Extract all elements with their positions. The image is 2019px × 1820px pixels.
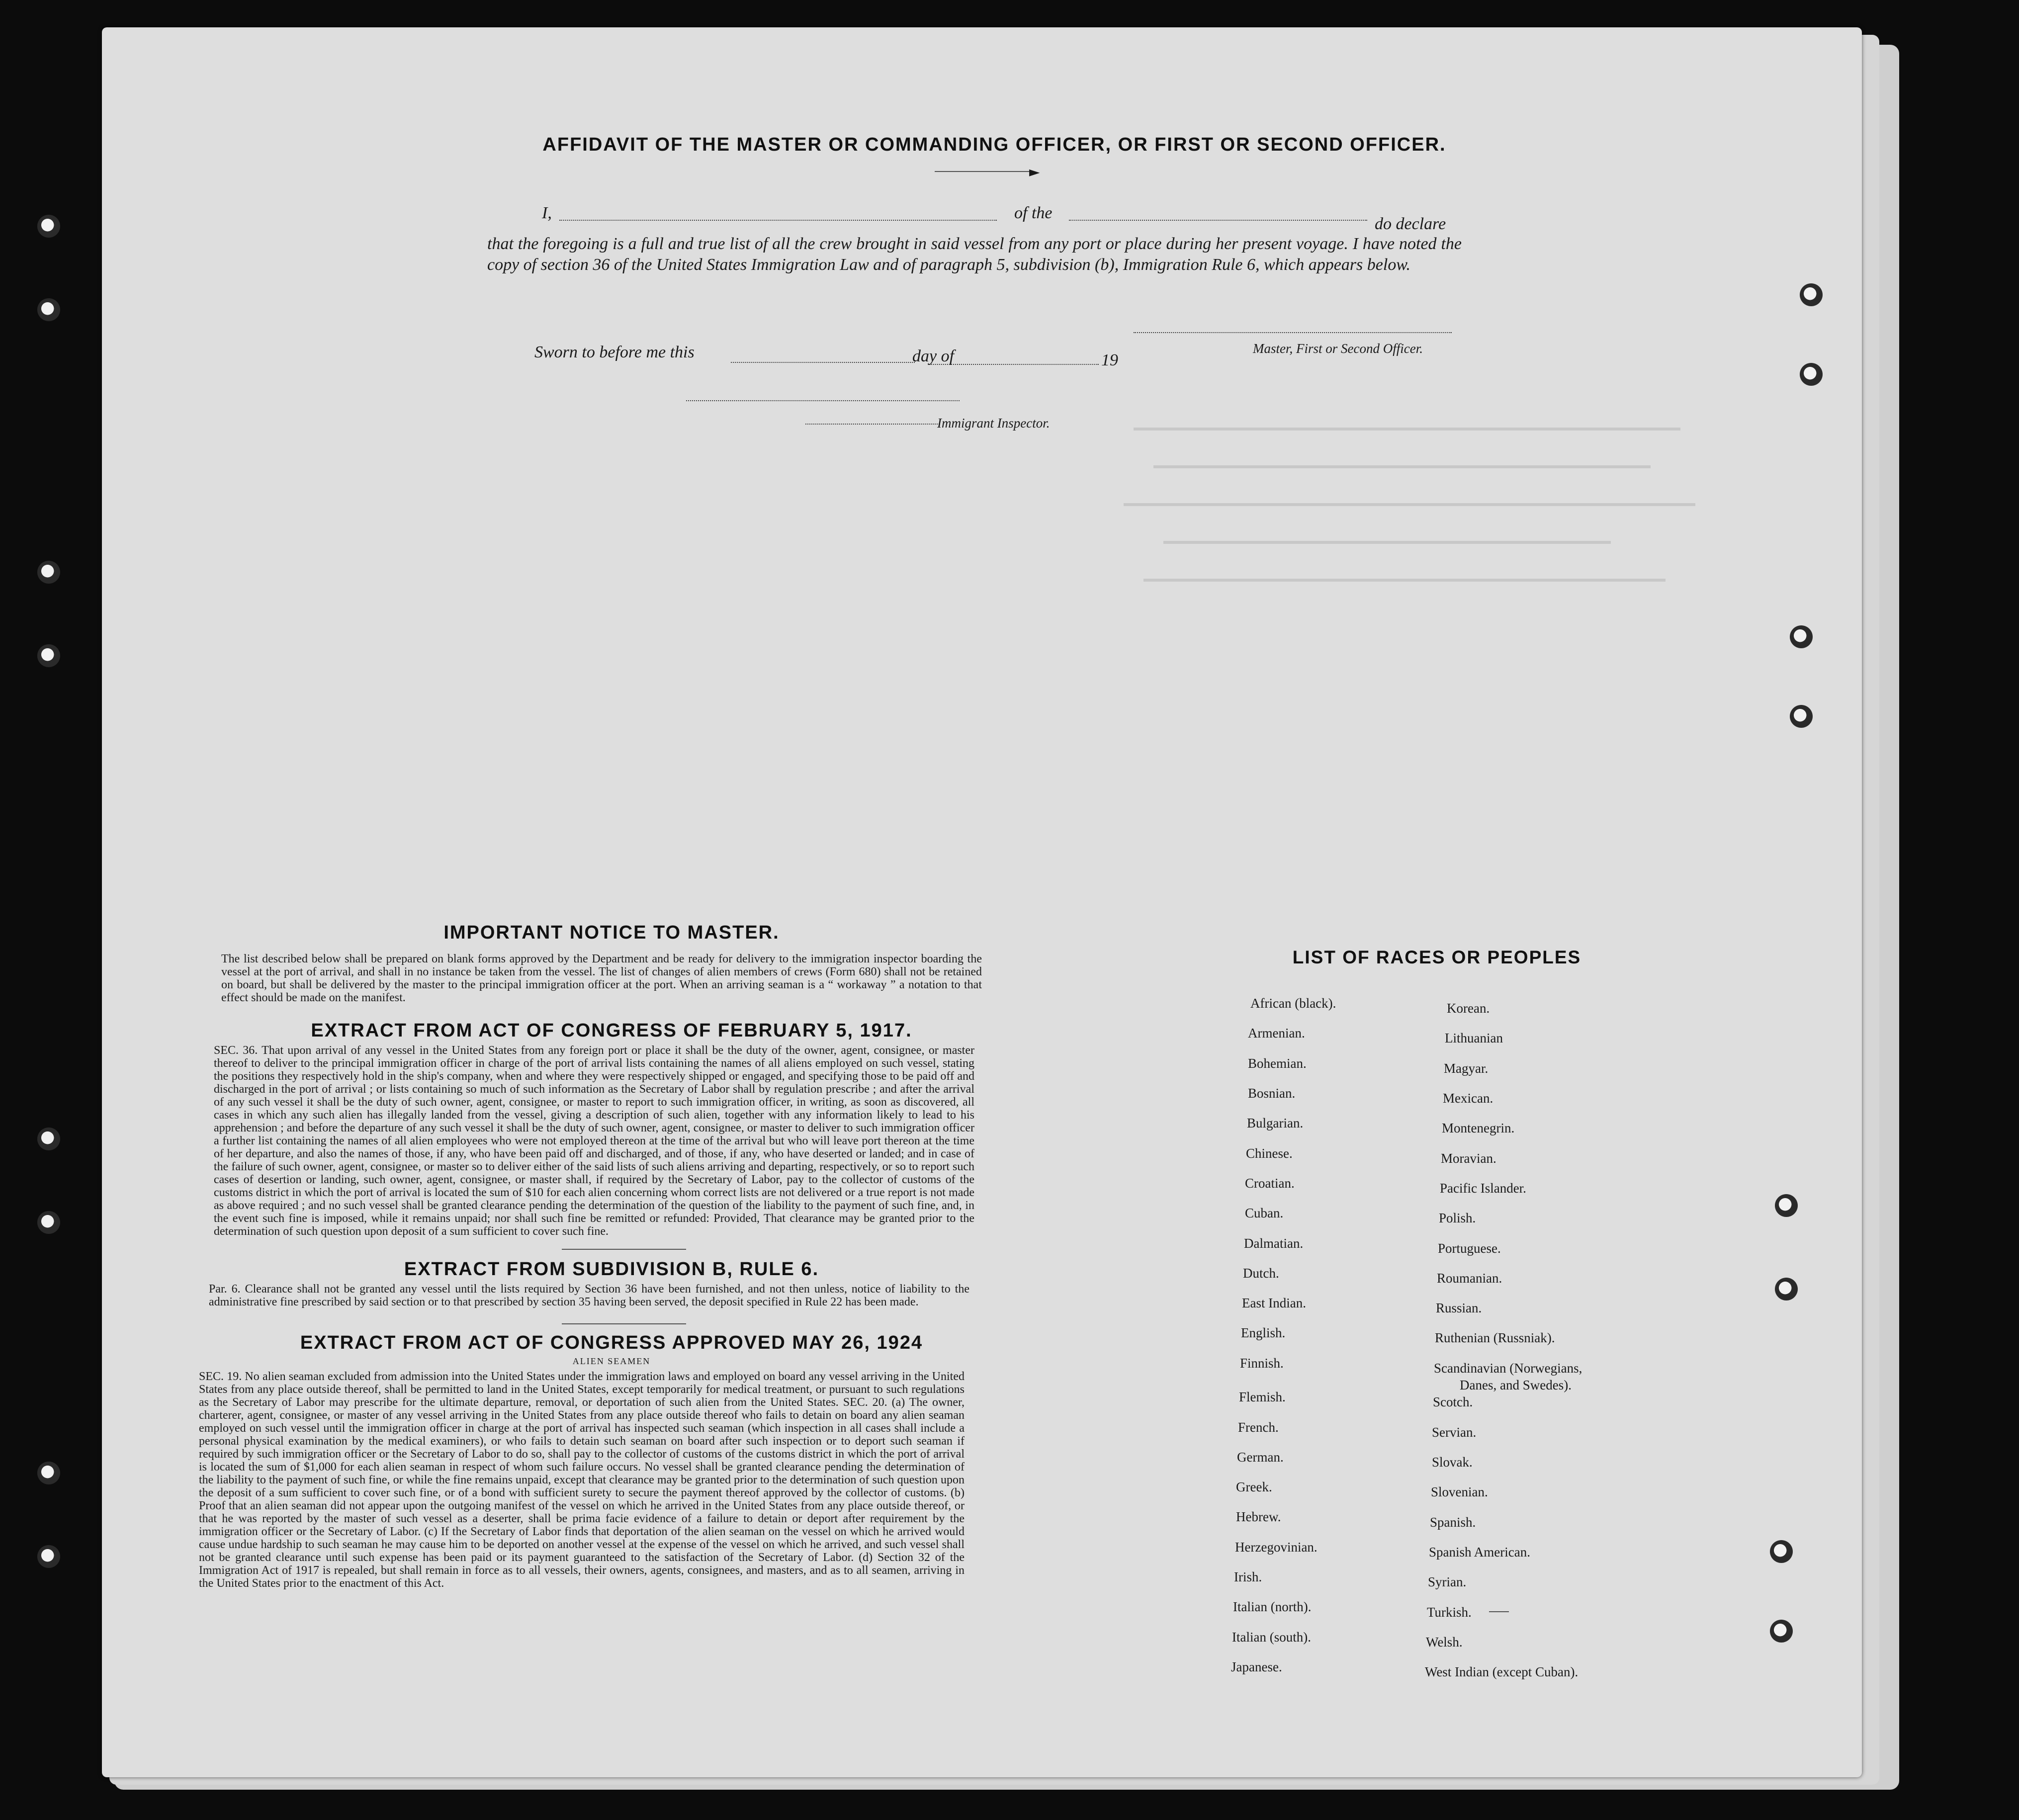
race-item: Roumanian. bbox=[1437, 1271, 1502, 1286]
races-title: LIST OF RACES OR PEOPLES bbox=[1292, 947, 1581, 967]
binder-hole bbox=[37, 644, 60, 667]
binder-hole bbox=[1770, 1620, 1793, 1643]
extract-1917-text: SEC. 36. That upon arrival of any vessel in the United States from any foreign port or place it shall be the duty of the owner, agent, consignee, or master thereof to deliver to the principal immigration officer in charge of the port of arrival lists containing the names of all aliens employed on such vessel, stating the positions they respectively hold in the ship's company, when and where they were respectively shipped or engaged, and specifying those to be paid off and discharged in the port of arrival ; or lists containing so much of such information as the Secretary of Labor shall by regulation prescribe ; and after the arrival of any such vessel it shall be the duty of such owner, agent, consignee, or master to report to such immigration officer, in writing, as soon as discovered, all cases in which any such alien has illegally landed from the vessel, giving a description of such alien, together with any information likely to lead to his apprehension ; and before the departure of any such vessel it shall be the duty of such owner, agent, consignee, or master to deliver to such immigration officer a further list containing the names of all alien employees who were not employed thereon at the time of the arrival but who will leave port thereon at the time of her departure, and also the names of those, if any, who have been paid off and discharged, and of those, if any, who have deserted or landed; and in case of the failure of such owner, agent, consignee, or master so to deliver either of the said lists of such aliens arriving and departing, respectively, or so to report such cases of desertion or landing, such owner, agent, consignee, or master shall, if required by the Secretary of Labor, pay to the collector of customs of the customs district in which the port of arrival is located the sum of $10 for each alien concerning whom correct lists are not delivered or a true report is not made as above required ; and no such vessel shall be granted clearance pending the determination of the question of the liability to the payment of such fine, and, in the event such fine is imposed, while it remains unpaid; nor shall such fine be remitted or refunded: Provided, That clearance may be granted prior to the determination of such question upon deposit of a sum sufficient to cover such fine. bbox=[214, 1044, 974, 1238]
race-item: Slovak. bbox=[1432, 1455, 1473, 1470]
name-blank[interactable] bbox=[559, 220, 997, 221]
affidavit-i: I, bbox=[542, 204, 552, 222]
race-item: Scandinavian (Norwegians, bbox=[1434, 1361, 1582, 1376]
race-item: French. bbox=[1238, 1420, 1279, 1435]
race-item: Lithuanian bbox=[1445, 1031, 1503, 1045]
vessel-blank[interactable] bbox=[1069, 220, 1367, 221]
binder-hole bbox=[37, 1211, 60, 1234]
race-item: Syrian. bbox=[1428, 1574, 1467, 1589]
arrow-line bbox=[935, 171, 1034, 172]
binder-hole bbox=[1775, 1278, 1798, 1300]
race-item: English. bbox=[1241, 1325, 1286, 1340]
race-item: Montenegrin. bbox=[1442, 1121, 1515, 1135]
race-item: Spanish. bbox=[1430, 1515, 1476, 1530]
binder-hole bbox=[1790, 625, 1813, 648]
race-item: Irish. bbox=[1234, 1569, 1262, 1584]
inspector-caption: Immigrant Inspector. bbox=[937, 416, 1050, 431]
extract-1924-text: SEC. 19. No alien seaman excluded from admission into the United States under the immigration laws and employed on board any vessel arriving in the United States from any place outside thereof, shall be permitted to land in the United States, except temporarily for medical treatment, or pursuant to such regulations as the Secretary of Labor may prescribe for the ultimate departure, removal, or deportation of such alien from the United States. SEC. 20. (a) The owner, charterer, agent, consignee, or master of any vessel arriving in the United States from any place outside thereof who fails to detain on board any alien seaman employed on such vessel until the immigration officer in charge at the port of arrival has inspected such seaman (which inspection in all cases shall include a personal physical examination by the medical examiners), or who fails to detain such seaman on board after such inspection or to deport such seaman if required by such immigration officer or the Secretary of Labor to do so, shall pay to the collector of customs of the customs district in which the port of arrival is located the sum of $1,000 for each alien seaman in respect of whom such failure occurs. No vessel shall be granted clearance pending the determination of the liability to the payment of such fine, or while the fine remains unpaid, except that clearance may be granted prior to the determination of such question upon the deposit of a sum sufficient to cover such fine, or of a bond with sufficient surety to secure the payment thereof approved by the collector of customs. (b) Proof that an alien seaman did not appear upon the outgoing manifest of the vessel on which he arrived in the United States from any place outside thereof, or that he was reported by the master of such vessel as a deserter, shall be prima facie evidence of a failure to detain or deport after requirement by the immigration officer or the Secretary of Labor. (c) If the Secretary of Labor finds that deportation of the alien seaman on the vessel on which he arrived would cause undue hardship to such seaman he may cause him to be deported on another vessel at the expense of the vessel on which he arrived, and such vessel shall not be granted clearance until such expense has been paid or its payment guaranteed to the satisfaction of the Secretary of Labor. (d) Section 32 of the Immigration Act of 1917 is repealed, but shall remain in force as to all vessels, their owners, agents, consignees, and masters, and as to all seamen, arriving in the United States prior to the enactment of this Act. bbox=[199, 1370, 965, 1590]
binder-hole bbox=[1790, 705, 1813, 728]
extract-rule6-text: Par. 6. Clearance shall not be granted any vessel until the lists required by Section 36 have been furnished, and not then unless, notice of liability to the administrative fine prescribed by said section or to that prescribed by section 35 having been served, the deposit specified in Rule 22 has been made. bbox=[209, 1283, 969, 1308]
arrow-icon: ► bbox=[1029, 164, 1040, 180]
binder-hole bbox=[1800, 283, 1823, 306]
show-through-ink bbox=[1094, 408, 1740, 686]
sworn-month-blank[interactable] bbox=[930, 364, 1099, 365]
binder-hole bbox=[37, 298, 60, 321]
race-item: Armenian. bbox=[1248, 1026, 1305, 1040]
race-item: Magyar. bbox=[1444, 1061, 1489, 1076]
race-item: East Indian. bbox=[1242, 1296, 1306, 1310]
race-item: Korean. bbox=[1447, 1001, 1490, 1016]
extract-rule6-title: EXTRACT FROM SUBDIVISION B, RULE 6. bbox=[404, 1259, 819, 1280]
turkish-dash bbox=[1489, 1611, 1509, 1612]
inspector-blank-upper[interactable] bbox=[686, 400, 960, 401]
race-item: Italian (south). bbox=[1232, 1630, 1311, 1645]
binder-hole bbox=[1770, 1540, 1793, 1563]
race-item: Herzegovinian. bbox=[1235, 1540, 1317, 1555]
binder-hole bbox=[37, 1127, 60, 1150]
binder-hole bbox=[1775, 1194, 1798, 1217]
race-item: West Indian (except Cuban). bbox=[1425, 1664, 1579, 1679]
race-item: Russian. bbox=[1436, 1300, 1482, 1315]
race-item: Pacific Islander. bbox=[1440, 1181, 1526, 1196]
race-item: Italian (north). bbox=[1233, 1599, 1312, 1614]
race-item: Hebrew. bbox=[1236, 1509, 1281, 1524]
affidavit-body: that the foregoing is a full and true list of all the crew brought in said vessel from any port or place during her present voyage. I have noted the copy of section 36 of the United States Immigration Law and of paragraph 5, subdivision (b), Immigration Rule 6, which appears below. bbox=[487, 235, 1462, 274]
race-item: Finnish. bbox=[1240, 1356, 1284, 1371]
inspector-blank[interactable] bbox=[805, 424, 940, 425]
race-item: Slovenian. bbox=[1431, 1484, 1488, 1499]
race-item: Flemish. bbox=[1239, 1389, 1286, 1404]
race-item: Scotch. bbox=[1433, 1394, 1473, 1409]
race-item: Servian. bbox=[1432, 1425, 1477, 1440]
binder-hole bbox=[37, 1545, 60, 1568]
extract-1924-title: EXTRACT FROM ACT OF CONGRESS APPROVED MAY 26, 1924 bbox=[300, 1332, 923, 1353]
affidavit-title: AFFIDAVIT OF THE MASTER OR COMMANDING OFFICER, OR FIRST OR SECOND OFFICER. bbox=[542, 134, 1446, 155]
master-caption: Master, First or Second Officer. bbox=[1253, 341, 1423, 356]
binder-hole bbox=[37, 561, 60, 584]
year-label: 19 bbox=[1101, 351, 1118, 369]
race-item: Bosnian. bbox=[1248, 1086, 1296, 1101]
binder-hole bbox=[37, 215, 60, 238]
race-item: Spanish American. bbox=[1429, 1545, 1530, 1560]
affidavit-of-the: of the bbox=[1014, 204, 1053, 222]
race-item: Dutch. bbox=[1243, 1266, 1279, 1281]
race-item: Turkish. bbox=[1427, 1605, 1472, 1620]
binder-hole bbox=[1800, 363, 1823, 386]
affidavit-declare: do declare bbox=[1375, 215, 1446, 233]
signature-blank[interactable] bbox=[1134, 332, 1452, 333]
race-item: Welsh. bbox=[1426, 1635, 1463, 1649]
race-item: Mexican. bbox=[1443, 1091, 1493, 1106]
day-of-label: day of bbox=[912, 347, 955, 365]
race-item: Chinese. bbox=[1246, 1146, 1293, 1161]
race-item: Ruthenian (Russniak). bbox=[1435, 1330, 1555, 1345]
binder-hole bbox=[37, 1462, 60, 1484]
race-item: Dalmatian. bbox=[1244, 1236, 1304, 1251]
race-item: Croatian. bbox=[1245, 1176, 1295, 1191]
sworn-label: Sworn to before me this bbox=[534, 343, 695, 361]
race-item: German. bbox=[1237, 1450, 1284, 1465]
notice-title: IMPORTANT NOTICE TO MASTER. bbox=[443, 922, 780, 943]
race-item: Bulgarian. bbox=[1247, 1116, 1304, 1130]
race-item: Portuguese. bbox=[1438, 1241, 1501, 1256]
notice-text: The list described below shall be prepared on blank forms approved by the Department and be ready for delivery to the immigration inspector boarding the vessel at the port of arrival, and shall in no instance be taken from the vessel. The list of changes of alien members of crews (Form 680) shall not be retained on board, but shall be delivered by the master to the principal immigration officer at the port. When an arriving seaman is a “ workaway ” a notation to that effect should be made on the manifest. bbox=[221, 953, 982, 1004]
race-item: Bohemian. bbox=[1248, 1056, 1307, 1071]
race-item: Greek. bbox=[1236, 1479, 1272, 1494]
extract-1917-title: EXTRACT FROM ACT OF CONGRESS OF FEBRUARY 5, 1917. bbox=[311, 1020, 912, 1041]
race-item: Polish. bbox=[1439, 1211, 1476, 1225]
race-item: Danes, and Swedes). bbox=[1460, 1378, 1572, 1392]
section-divider bbox=[562, 1323, 686, 1324]
section-divider bbox=[562, 1249, 686, 1250]
race-item: Cuban. bbox=[1245, 1206, 1284, 1220]
race-item: African (black). bbox=[1250, 996, 1336, 1011]
race-item: Japanese. bbox=[1231, 1659, 1282, 1674]
sworn-day-blank[interactable] bbox=[731, 362, 915, 363]
extract-1924-subtitle: ALIEN SEAMEN bbox=[572, 1356, 651, 1366]
race-item: Moravian. bbox=[1441, 1151, 1496, 1166]
